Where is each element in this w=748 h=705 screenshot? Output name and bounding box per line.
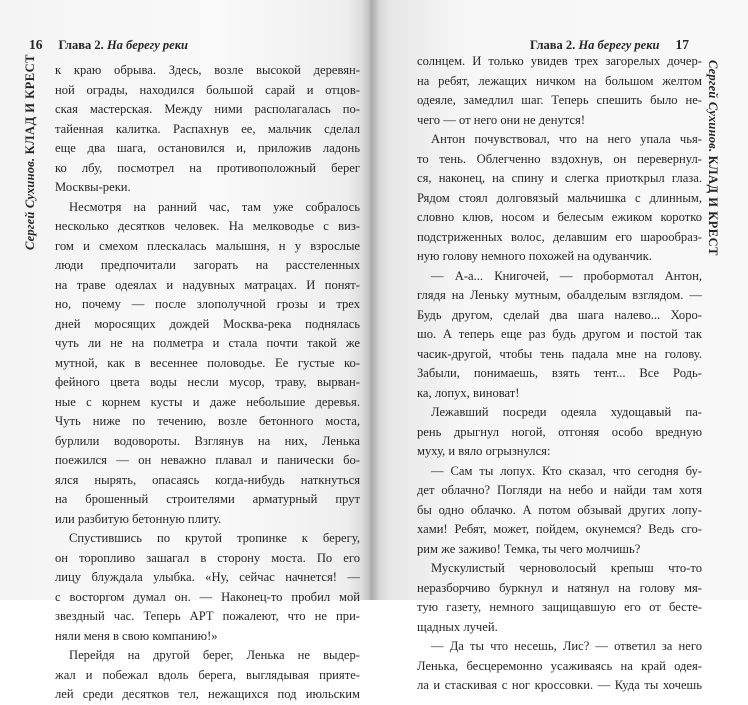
text-line: солнцем. И только увидев трех загорелых дочер- [417, 54, 702, 68]
text-line: на брошенный строителями арматурный прут [55, 492, 360, 506]
text-line: гом и смехом плескалась малышня, н у взрослые [55, 238, 360, 253]
right-body-text [417, 52, 702, 696]
text-line: Мускулистый черноволосый крепыш что-то [431, 561, 702, 575]
left-running-head [23, 54, 38, 250]
text-line: он торопливо зашагал в сторону моста. По его [55, 550, 360, 565]
text-line: ные с корнем кусты и даже небольшие деревья. [55, 394, 360, 409]
text-line: тайенная калитка. Распахнув ее, мальчик сделал [55, 121, 360, 136]
left-chapter-label: Глава 2. [58, 38, 104, 52]
text-line: ская мастерская. Между ними располагалась по- [55, 102, 360, 116]
left-chapter-title: На берегу реки [106, 38, 188, 52]
text-line: рим же заживо! Темка, ты чего молчишь? [417, 541, 641, 556]
right-running-author: Сергей Сухинов. [706, 60, 720, 153]
text-line: щадных лучей. [417, 619, 498, 634]
text-line: рень дрыгнул ногой, отгоняя особо вредную [417, 424, 702, 439]
text-line: ялся нырять, опасаясь когда-нибудь наткнуться [55, 472, 360, 487]
right-chapter-title: На берегу реки [578, 38, 660, 52]
text-line: на траве одеялах и надувных матрацах. И понят- [55, 277, 360, 292]
text-line: ка, лопух, виноват! [417, 385, 520, 400]
left-running-author: Сергей Сухинов. [23, 157, 37, 250]
left-page-number: 16 [29, 37, 43, 52]
text-line: — А-а... Книгочей, — пробормотал Антон, [431, 268, 702, 283]
text-line: Спустившись по крутой тропинке к берегу, [69, 531, 360, 545]
text-line: Москвы-реки. [55, 180, 131, 194]
text-line: поежился — он неважно плавал и панически бо- [55, 453, 360, 467]
text-line: словно клюв, носом и белесым ежиком коротко [417, 210, 702, 224]
text-line: одеяле, замедлил шаг. Теперь спешить было не- [417, 93, 702, 107]
text-line: бурлили водовороты. Взглянув на них, Ленька [55, 433, 360, 448]
text-line: мутной, как в весеннее половодье. Ее густые ко- [55, 355, 360, 370]
text-line: часик-другой, чтобы тень падала мне на голову. [417, 346, 702, 361]
right-page-number: 17 [675, 37, 689, 52]
text-line: неразборчиво буркнул и натянул на голову мя- [417, 580, 702, 595]
text-line: чего — от него они не денутся! [417, 112, 586, 127]
text-line: муху, и вяло огрызнулся: [417, 444, 551, 458]
text-line: Будь другом, сделай два шага налево... Хоро- [417, 307, 702, 322]
text-line: но, почему — после злополучной грозы и трех [55, 297, 360, 311]
text-line: бы одно облачко. А потом обзывай других лопу- [417, 502, 702, 517]
text-line: звездный час. Теперь АРТ пожалеют, что не при- [55, 609, 360, 623]
text-line: или разбитую бетонную плиту. [55, 511, 222, 526]
text-line: — Да ты что несешь, Лис? — ответил за него [431, 639, 702, 653]
text-line: тую газету, немного защищавшую его от бесте- [417, 600, 702, 614]
text-line: чуть ли не на полметра и стала почти такой же [55, 336, 360, 350]
text-line: Несмотря на ранний час, там уже собралось [69, 199, 360, 214]
text-line: Лежавший посреди одеяла худощавый па- [431, 405, 702, 419]
text-line: подстриженных волос, делавшим его шарообраз- [417, 229, 702, 244]
text-line: Чуть ниже по течению, возле бетонного моста, [55, 414, 360, 428]
text-line: хами! Ребят, может, пойдем, окунемся? Ведь сго- [417, 522, 702, 536]
text-line: ла и стаскивая с ног кроссовки. — Куда ты хочешь [417, 678, 702, 692]
text-line: Перейдя на другой берег, Ленька не выдер- [69, 648, 360, 662]
right-running-head [705, 60, 720, 256]
text-line: лей среди десятков тел, нежащихся под июльским [55, 687, 360, 701]
text-line: няли меня в свою компанию!» [55, 628, 218, 643]
text-line: люди предпочитали загорать на расстеленных [55, 258, 360, 272]
text-line: дней моросящих дождей Москва-река поднялась [55, 316, 360, 331]
text-line: еще два шага, остановился и, приложив ладонь [55, 141, 360, 155]
text-line: несколько десятков человек. На мелководье с виз- [55, 219, 360, 233]
left-running-title: КЛАД И КРЕСТ [23, 53, 37, 155]
text-line: к краю обрыва. Здесь, возле высокой деревян- [55, 63, 360, 77]
text-line: фейного цвета воды несли мусор, траву, вырван- [55, 375, 360, 389]
left-body-text [55, 61, 360, 705]
text-line: глядя на Леньку мутным, обалделым взглядом. — [417, 288, 702, 302]
right-running-title: КЛАД И КРЕСТ [706, 155, 720, 257]
text-line: шо. А теперь еще раз будь другом и постой так [417, 327, 702, 341]
right-chapter-label: Глава 2. [530, 38, 576, 52]
text-line: жал и побежал вдоль берега, выглядывая прияте- [55, 667, 360, 682]
text-line: ко лбу, посмотрел на противоположный берег [55, 160, 360, 175]
text-line: Антон почувствовал, что на него упала чья- [431, 132, 702, 146]
text-line: Рядом стоял долговязый мальчишка с длинным, [417, 190, 702, 205]
text-line: — Сам ты лопух. Кто сказал, что сегодня бу- [431, 463, 702, 478]
left-page-header [29, 37, 188, 53]
text-line: ной ограды, находился большой сарай и отцов- [55, 82, 360, 97]
text-line: дет облачно? Погляди на небо и найди там хотя [417, 483, 702, 497]
book-gutter [362, 0, 380, 600]
text-line: на ребят, лежащих ничком на большом желтом [417, 73, 702, 88]
text-line: Ленька, бесцеремонно усаживаясь на край одея- [417, 658, 702, 673]
text-line: ся, наконец, на спину и слегка приоткрыл глаза. [417, 171, 702, 185]
right-page-header [530, 37, 689, 53]
text-line: лицу блуждала улыбка. «Ну, сейчас начнется! — [55, 570, 360, 584]
text-line: то тень. Облегченно вздохнув, он перевернул- [417, 151, 702, 166]
text-line: Забыли, понимаешь, взять тент... Все Родь- [417, 366, 702, 380]
text-line: с восторгом думал он. — Наконец-то пробил мой [55, 589, 360, 604]
text-line: ную голову немного похожей на одуванчик. [417, 249, 652, 263]
